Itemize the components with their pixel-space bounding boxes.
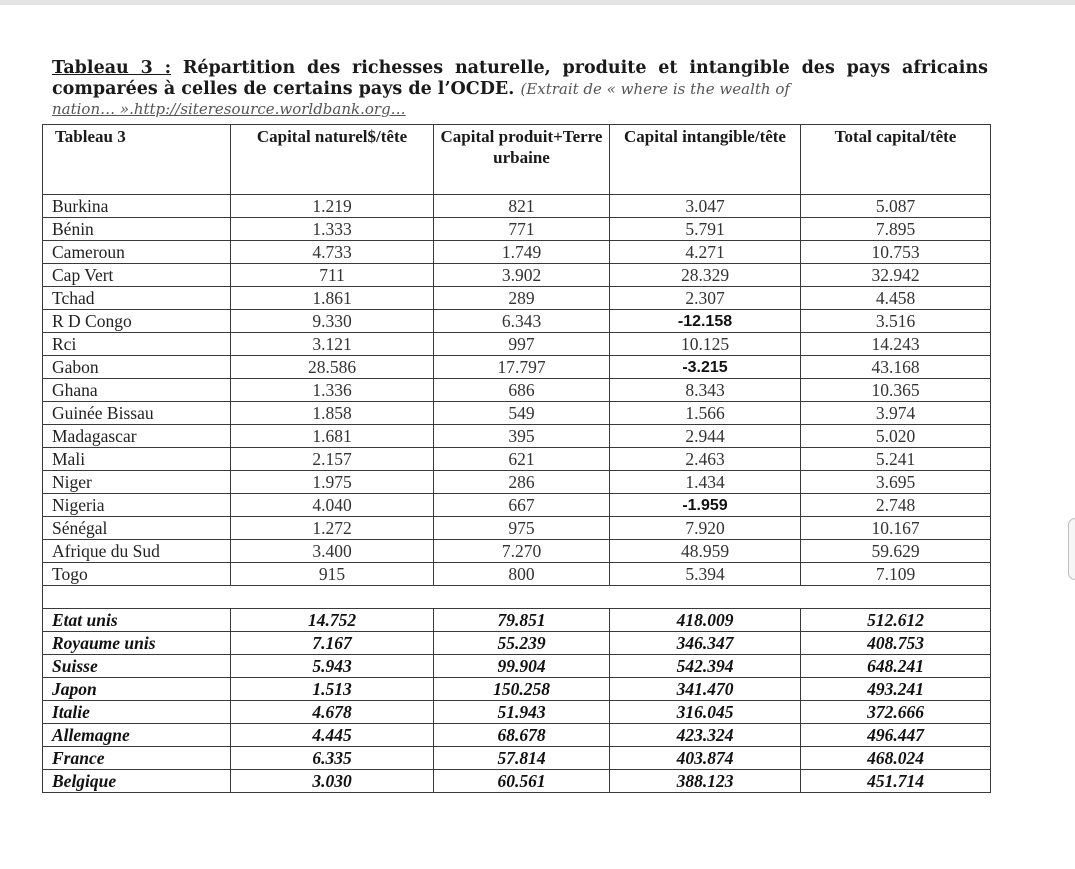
table-row	[43, 701, 991, 724]
value-cell: 372.666	[801, 701, 991, 724]
value-cell: 3.400	[231, 540, 434, 563]
value-cell: 7.920	[610, 517, 801, 540]
table-row	[43, 241, 991, 264]
value-cell: 621	[434, 448, 610, 471]
value-cell: 7.167	[231, 632, 434, 655]
value-cell: 468.024	[801, 747, 991, 770]
value-cell: 2.463	[610, 448, 801, 471]
top-border-strip	[0, 0, 1075, 5]
value-cell: 1.681	[231, 425, 434, 448]
country-cell: Royaume unis	[43, 632, 231, 655]
table-row	[43, 425, 991, 448]
value-cell: 10.125	[610, 333, 801, 356]
scroll-edge-handle[interactable]	[1068, 518, 1075, 580]
value-cell: 2.944	[610, 425, 801, 448]
value-cell: 2.157	[231, 448, 434, 471]
value-cell: 5.020	[801, 425, 991, 448]
value-cell: 667	[434, 494, 610, 517]
value-cell: 9.330	[231, 310, 434, 333]
value-cell: 32.942	[801, 264, 991, 287]
value-cell: 975	[434, 517, 610, 540]
table-row	[43, 402, 991, 425]
header-cell: Capital intangible/tête	[610, 125, 801, 195]
country-cell: Allemagne	[43, 724, 231, 747]
value-cell: 5.943	[231, 655, 434, 678]
value-cell: 648.241	[801, 655, 991, 678]
value-cell: 3.902	[434, 264, 610, 287]
value-cell: 4.733	[231, 241, 434, 264]
country-cell: Togo	[43, 563, 231, 586]
table-row	[43, 747, 991, 770]
value-cell: 60.561	[434, 770, 610, 793]
value-cell: 549	[434, 402, 610, 425]
table-row	[43, 448, 991, 471]
header-cell: Capital produit+Terre urbaine	[434, 125, 610, 195]
value-cell: 3.030	[231, 770, 434, 793]
value-cell: 14.752	[231, 609, 434, 632]
value-cell: 10.167	[801, 517, 991, 540]
value-cell: 2.307	[610, 287, 801, 310]
value-cell: 59.629	[801, 540, 991, 563]
value-cell: 4.271	[610, 241, 801, 264]
value-cell: 341.470	[610, 678, 801, 701]
country-cell: Mali	[43, 448, 231, 471]
table-row	[43, 494, 991, 517]
value-cell: 408.753	[801, 632, 991, 655]
value-cell: 3.516	[801, 310, 991, 333]
value-cell: 6.335	[231, 747, 434, 770]
value-cell: 388.123	[610, 770, 801, 793]
country-cell: Suisse	[43, 655, 231, 678]
value-cell: 418.009	[610, 609, 801, 632]
table-row	[43, 333, 991, 356]
value-cell: 1.333	[231, 218, 434, 241]
value-cell: 542.394	[610, 655, 801, 678]
value-cell: 5.241	[801, 448, 991, 471]
value-cell: 496.447	[801, 724, 991, 747]
table-row	[43, 678, 991, 701]
value-cell: 1.272	[231, 517, 434, 540]
country-cell: Ghana	[43, 379, 231, 402]
country-cell: Niger	[43, 471, 231, 494]
header-cell: Capital naturel$/tête	[231, 125, 434, 195]
table-row	[43, 195, 991, 218]
value-cell: 403.874	[610, 747, 801, 770]
value-cell: 28.586	[231, 356, 434, 379]
country-cell: Etat unis	[43, 609, 231, 632]
country-cell: France	[43, 747, 231, 770]
value-cell: 57.814	[434, 747, 610, 770]
value-cell: 68.678	[434, 724, 610, 747]
table-caption	[52, 58, 988, 118]
value-cell: 4.678	[231, 701, 434, 724]
spacer-cell	[43, 586, 991, 609]
value-cell: 3.695	[801, 471, 991, 494]
value-cell: 43.168	[801, 356, 991, 379]
table-row	[43, 287, 991, 310]
country-cell: Afrique du Sud	[43, 540, 231, 563]
country-cell: Nigeria	[43, 494, 231, 517]
value-cell: 3.974	[801, 402, 991, 425]
table-row	[43, 655, 991, 678]
value-cell: 1.434	[610, 471, 801, 494]
value-cell: 493.241	[801, 678, 991, 701]
value-cell: 316.045	[610, 701, 801, 724]
value-cell: 28.329	[610, 264, 801, 287]
value-cell: 7.109	[801, 563, 991, 586]
header-cell: Tableau 3	[43, 125, 231, 195]
table-row	[43, 310, 991, 333]
value-cell: 451.714	[801, 770, 991, 793]
country-cell: Rci	[43, 333, 231, 356]
country-cell: Tchad	[43, 287, 231, 310]
value-cell: 14.243	[801, 333, 991, 356]
value-cell: -12.158	[610, 310, 801, 333]
value-cell: 4.445	[231, 724, 434, 747]
value-cell: 5.394	[610, 563, 801, 586]
caption-label: Tableau 3 :	[52, 58, 172, 78]
table-row	[43, 540, 991, 563]
value-cell: 150.258	[434, 678, 610, 701]
table-row	[43, 632, 991, 655]
value-cell: 99.904	[434, 655, 610, 678]
value-cell: 771	[434, 218, 610, 241]
value-cell: 7.895	[801, 218, 991, 241]
value-cell: 423.324	[610, 724, 801, 747]
value-cell: 8.343	[610, 379, 801, 402]
value-cell: 686	[434, 379, 610, 402]
country-cell: Burkina	[43, 195, 231, 218]
value-cell: 10.753	[801, 241, 991, 264]
value-cell: 1.219	[231, 195, 434, 218]
country-cell: Madagascar	[43, 425, 231, 448]
table-row	[43, 517, 991, 540]
header-row	[43, 125, 991, 195]
table-row	[43, 471, 991, 494]
value-cell: 17.797	[434, 356, 610, 379]
table-row	[43, 264, 991, 287]
value-cell: 5.791	[610, 218, 801, 241]
country-cell: Japon	[43, 678, 231, 701]
table-row	[43, 609, 991, 632]
value-cell: 1.336	[231, 379, 434, 402]
value-cell: 821	[434, 195, 610, 218]
value-cell: 1.749	[434, 241, 610, 264]
value-cell: -1.959	[610, 494, 801, 517]
value-cell: 512.612	[801, 609, 991, 632]
value-cell: 1.861	[231, 287, 434, 310]
value-cell: 48.959	[610, 540, 801, 563]
value-cell: 1.566	[610, 402, 801, 425]
wealth-table	[42, 124, 991, 793]
value-cell: 3.121	[231, 333, 434, 356]
caption-source-link[interactable]: nation… ».http://siteresource.worldbank.org…	[52, 100, 406, 118]
value-cell: 3.047	[610, 195, 801, 218]
spacer-row	[43, 586, 991, 609]
value-cell: 346.347	[610, 632, 801, 655]
table-row	[43, 770, 991, 793]
country-cell: Guinée Bissau	[43, 402, 231, 425]
table-body	[43, 195, 991, 793]
value-cell: 4.458	[801, 287, 991, 310]
table-row	[43, 218, 991, 241]
value-cell: -3.215	[610, 356, 801, 379]
value-cell: 51.943	[434, 701, 610, 724]
country-cell: Italie	[43, 701, 231, 724]
value-cell: 915	[231, 563, 434, 586]
country-cell: Cameroun	[43, 241, 231, 264]
value-cell: 997	[434, 333, 610, 356]
value-cell: 800	[434, 563, 610, 586]
value-cell: 2.748	[801, 494, 991, 517]
caption-source-prefix: (Extrait de « where is the wealth of	[520, 80, 790, 98]
value-cell: 1.858	[231, 402, 434, 425]
value-cell: 10.365	[801, 379, 991, 402]
value-cell: 5.087	[801, 195, 991, 218]
country-cell: Bénin	[43, 218, 231, 241]
value-cell: 711	[231, 264, 434, 287]
header-cell: Total capital/tête	[801, 125, 991, 195]
country-cell: Sénégal	[43, 517, 231, 540]
table-row	[43, 379, 991, 402]
value-cell: 55.239	[434, 632, 610, 655]
caption-title: Répartition des richesses naturelle, produite et intangible des pays africains comparées à celles de certains pays de l’OCDE.	[52, 58, 988, 99]
value-cell: 395	[434, 425, 610, 448]
country-cell: Belgique	[43, 770, 231, 793]
table-row	[43, 563, 991, 586]
country-cell: Gabon	[43, 356, 231, 379]
table-row	[43, 724, 991, 747]
country-cell: Cap Vert	[43, 264, 231, 287]
table-row	[43, 356, 991, 379]
value-cell: 6.343	[434, 310, 610, 333]
value-cell: 289	[434, 287, 610, 310]
value-cell: 7.270	[434, 540, 610, 563]
value-cell: 286	[434, 471, 610, 494]
value-cell: 1.975	[231, 471, 434, 494]
value-cell: 4.040	[231, 494, 434, 517]
value-cell: 1.513	[231, 678, 434, 701]
country-cell: R D Congo	[43, 310, 231, 333]
value-cell: 79.851	[434, 609, 610, 632]
